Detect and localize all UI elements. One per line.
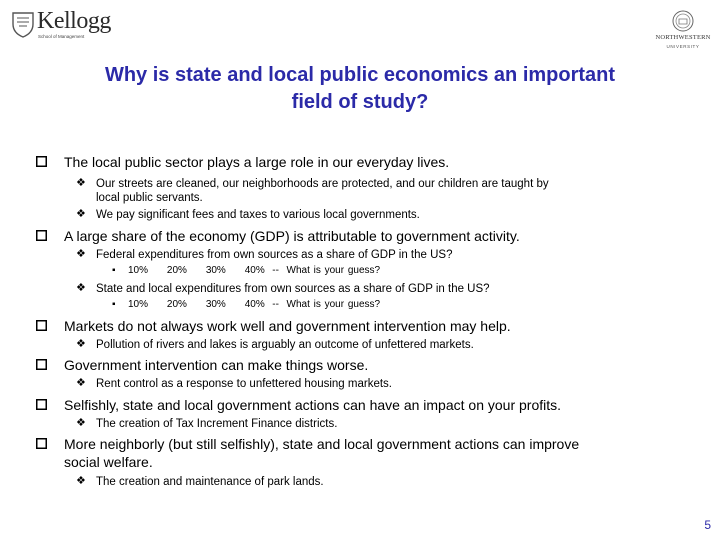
kellogg-wordmark: Kellogg <box>37 8 111 34</box>
diamond-flower-bullet-icon: ❖ <box>76 475 86 487</box>
northwestern-subtitle: UNIVERSITY <box>666 44 700 49</box>
hollow-square-bullet-icon <box>36 399 47 410</box>
diamond-flower-bullet-icon: ❖ <box>76 177 86 189</box>
hollow-square-bullet-icon <box>36 230 47 241</box>
diamond-flower-bullet-icon: ❖ <box>76 338 86 350</box>
diamond-flower-bullet-icon: ❖ <box>76 282 86 294</box>
hollow-square-bullet-icon <box>36 320 47 331</box>
diamond-flower-bullet-icon: ❖ <box>76 208 86 220</box>
diamond-flower-bullet-icon: ❖ <box>76 248 86 260</box>
kellogg-subtitle: School of Management <box>38 34 85 39</box>
title-line-1: Why is state and local public economics an important <box>104 64 616 86</box>
bullet-list: The local public sector plays a large role in our everyday lives. ❖ Our streets are cleaned, our neighborhoods are protected, and our children are taught by local public servants. ❖ We pay significant fees and taxes to various local governments. A large share of the economy (GDP) is attributable to government activity. ❖ Federal expenditures from own sources as a share of GDP in the US? ▪ 10% 20% 30% 40% -- What is your guess? ❖ State and local expenditures from own sources as a share of GDP in the US? ▪ 10% 20% 30% 40% -- What is your guess? Markets do not always work well and government intervention may help. ❖ Pollution of rivers and lakes is arguably an outcome of unfettered markets. Government intervention can make things worse. ❖ Rent control as a response to unfettered housing markets. Selfishly, state and local government actions can have an impact on your profits. ❖ The creation of Tax Increment Finance districts. More neighborly (but still selfishly), state and local government actions can improve social welfare. ❖ The creation and maintenance of park lands. <box>0 0 720 540</box>
small-square-bullet-icon: ▪ <box>112 299 116 310</box>
northwestern-wordmark: NORTHWESTERN <box>655 34 711 41</box>
small-square-bullet-icon: ▪ <box>112 265 116 276</box>
title-line-2: field of study? <box>291 91 429 113</box>
diamond-flower-bullet-icon: ❖ <box>76 377 86 389</box>
hollow-square-bullet-icon <box>36 359 47 370</box>
diamond-flower-bullet-icon: ❖ <box>76 417 86 429</box>
hollow-square-bullet-icon <box>36 438 47 449</box>
hollow-square-bullet-icon <box>36 156 47 167</box>
page-number: 5 <box>704 518 711 532</box>
